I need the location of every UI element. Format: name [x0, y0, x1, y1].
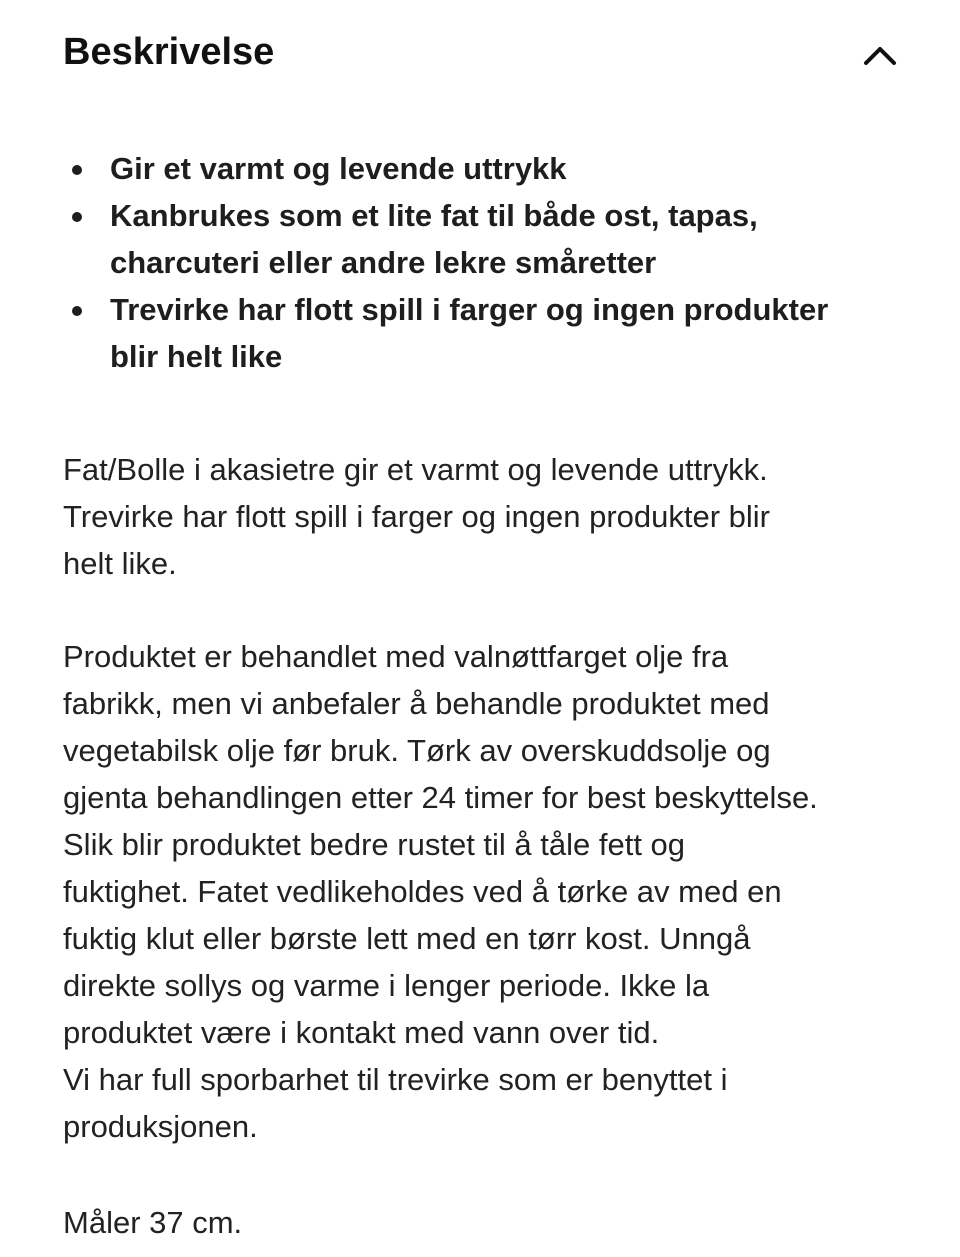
feature-item: [63, 286, 903, 380]
feature-item: [63, 192, 903, 286]
feature-text: Kanbrukes som et lite fat til både ost, tapas, charcuteri eller andre lekre småretter: [110, 198, 758, 280]
feature-text: Gir et varmt og levende uttrykk: [110, 151, 567, 186]
section-title: Beskrivelse: [63, 31, 275, 73]
bullet-dot: [72, 306, 82, 316]
description-paragraph-care: Produktet er behandlet med valnøttfarget olje fra fabrikk, men vi anbefaler å behandle produktet med vegetabilsk olje før bruk. Tørk av overskuddsolje og gjenta behandlingen etter 24 timer for best beskyttelse. Slik blir produktet bedre rustet til å tåle fett og fuktighet. Fatet vedlikeholdes ved å tørke av med en fuktig klut eller børste lett med en tørr kost. Unngå direkte sollys og varme i lenger periode. Ikke la produktet være i kontakt med vann over tid. Vi har full sporbarhet til trevirke som er benyttet i produksjonen.: [63, 639, 818, 1144]
feature-list: [63, 145, 903, 380]
description-paragraph-intro: Fat/Bolle i akasietre gir et varmt og levende uttrykk. Trevirke har flott spill i farger og ingen produkter blir helt like.: [63, 452, 770, 581]
feature-text: Trevirke har flott spill i farger og ingen produkter blir helt like: [110, 292, 829, 374]
bullet-dot: [72, 212, 82, 222]
description-header[interactable]: [0, 0, 960, 110]
chevron-up-icon[interactable]: [858, 36, 902, 72]
description-paragraph-size: Måler 37 cm.: [63, 1205, 243, 1240]
bullet-dot: [72, 165, 82, 175]
feature-item: [63, 145, 903, 192]
